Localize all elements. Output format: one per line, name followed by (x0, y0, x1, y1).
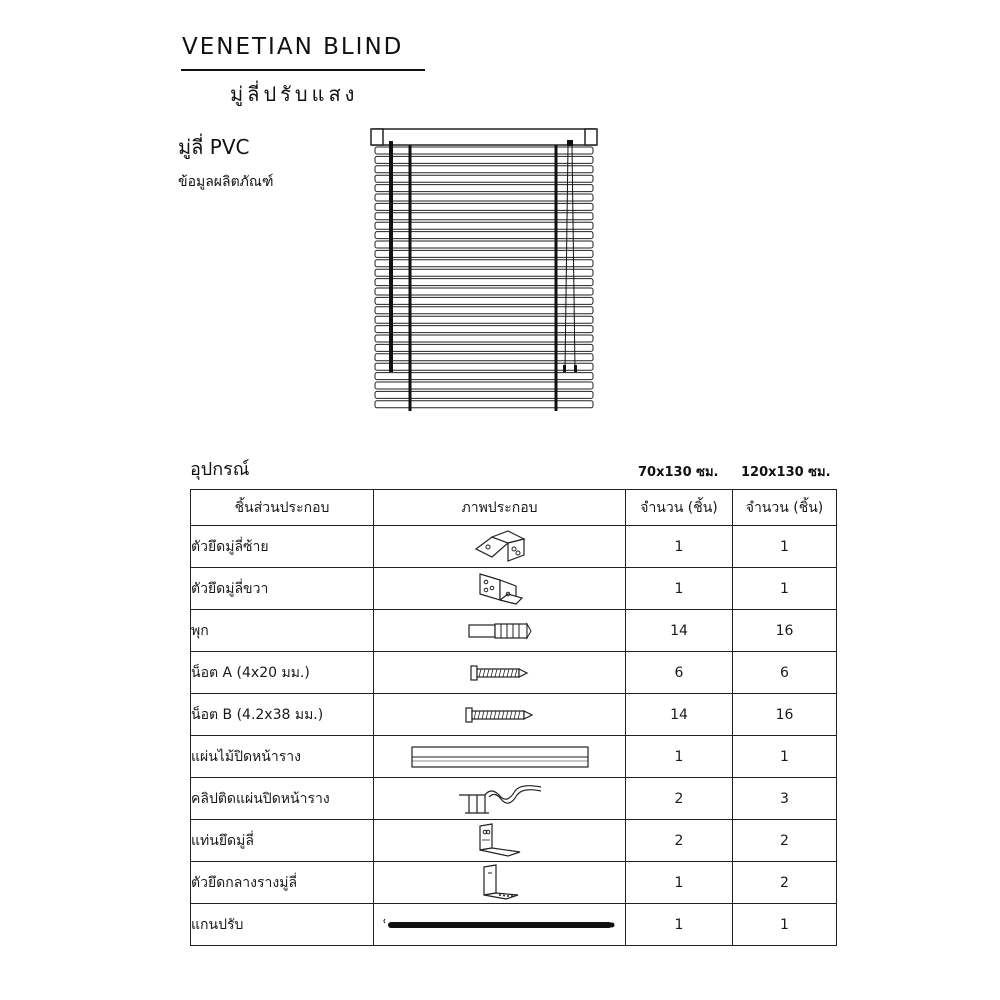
header-qty-b: จำนวน (ชิ้น) (733, 490, 837, 526)
part-name: แกนปรับ (191, 904, 374, 946)
left-bracket-icon (470, 529, 530, 565)
qty-a: 1 (626, 904, 733, 946)
qty-a: 1 (626, 736, 733, 778)
table-row (191, 652, 837, 694)
cord-tassel-2 (574, 365, 577, 372)
equipment-label: อุปกรณ์ (190, 459, 250, 480)
product-subtitle: ข้อมูลผลิตภัณฑ์ (178, 174, 274, 190)
header-part: ชิ้นส่วนประกอบ (191, 490, 374, 526)
blind-slat (375, 354, 593, 361)
tilt-wand-icon (382, 918, 618, 932)
blind-slat (375, 175, 593, 182)
part-name: คลิปติดแผ่นปิดหน้าราง (191, 778, 374, 820)
blind-slat (375, 335, 593, 342)
qty-a: 14 (626, 610, 733, 652)
table-row (191, 694, 837, 736)
product-name: มู่ลี่ PVC (178, 135, 250, 159)
qty-b: 1 (733, 736, 837, 778)
blind-slat (375, 307, 593, 314)
blind-slat (375, 326, 593, 333)
title-thai: มู่ลี่ปรับแสง (230, 82, 359, 106)
size-label-b: 120x130 ซม. (741, 465, 831, 480)
blind-slat (375, 185, 593, 192)
qty-b: 2 (733, 862, 837, 904)
blind-slats (375, 147, 593, 408)
blind-slat (375, 166, 593, 173)
table-row (191, 736, 837, 778)
blind-slat (375, 147, 593, 154)
qty-b: 1 (733, 568, 837, 610)
title-english: VENETIAN BLIND (182, 34, 404, 60)
valance-board-icon (410, 743, 590, 771)
table-row (191, 610, 837, 652)
qty-a: 1 (626, 526, 733, 568)
header-picture: ภาพประกอบ (374, 490, 626, 526)
part-name: แท่นยึดมู่ลี่ (191, 820, 374, 862)
venetian-blind-illustration (369, 127, 601, 417)
qty-a: 6 (626, 652, 733, 694)
blind-slat (375, 279, 593, 286)
qty-a: 1 (626, 568, 733, 610)
title-underline (181, 69, 425, 71)
qty-a: 1 (626, 862, 733, 904)
part-name: พุก (191, 610, 374, 652)
part-name: ตัวยึดมู่ลี่ขวา (191, 568, 374, 610)
blind-slat (375, 297, 593, 304)
parts-table (190, 489, 837, 946)
blind-slat (375, 241, 593, 248)
blind-slat (375, 344, 593, 351)
qty-b: 2 (733, 820, 837, 862)
blind-slat (375, 232, 593, 239)
blind-slat (375, 363, 593, 370)
qty-b: 16 (733, 610, 837, 652)
table-row (191, 526, 837, 568)
table-row (191, 904, 837, 946)
qty-a: 2 (626, 778, 733, 820)
part-name: น็อต B (4.2x38 มม.) (191, 694, 374, 736)
table-row (191, 862, 837, 904)
screw-b-icon (464, 706, 536, 724)
right-bracket-icon (470, 570, 530, 608)
cord-tassel-1 (563, 365, 566, 372)
header-qty-a: จำนวน (ชิ้น) (626, 490, 733, 526)
qty-a: 14 (626, 694, 733, 736)
blind-slat (375, 382, 593, 389)
table-header-row (191, 490, 837, 526)
part-name: แผ่นไม้ปิดหน้าราง (191, 736, 374, 778)
blind-slat (375, 260, 593, 267)
headrail-endcap-left (371, 129, 383, 145)
qty-b: 1 (733, 904, 837, 946)
size-label-a: 70x130 ซม. (638, 465, 719, 480)
mounting-bracket-icon (474, 822, 526, 860)
blind-slat (375, 156, 593, 163)
cord-lock (567, 140, 573, 146)
table-row (191, 568, 837, 610)
part-name: ตัวยึดกลางรางมู่ลี่ (191, 862, 374, 904)
table-row (191, 778, 837, 820)
blind-slat (375, 401, 593, 408)
qty-a: 2 (626, 820, 733, 862)
blind-slat (375, 373, 593, 380)
qty-b: 6 (733, 652, 837, 694)
qty-b: 16 (733, 694, 837, 736)
qty-b: 3 (733, 778, 837, 820)
headrail-endcap-right (585, 129, 597, 145)
blind-slat (375, 269, 593, 276)
qty-b: 1 (733, 526, 837, 568)
blind-slat (375, 316, 593, 323)
wall-plug-icon (467, 621, 533, 641)
blind-slat (375, 250, 593, 257)
blind-slat (375, 203, 593, 210)
table-row (191, 820, 837, 862)
blind-slat (375, 222, 593, 229)
part-name: น็อต A (4x20 มม.) (191, 652, 374, 694)
tilt-wand (389, 141, 393, 147)
valance-clip-icon (455, 781, 545, 817)
blind-slat (375, 194, 593, 201)
screw-a-icon (469, 664, 531, 682)
center-support-icon (476, 863, 524, 903)
blind-slat (375, 288, 593, 295)
headrail (373, 129, 595, 145)
part-name: ตัวยึดมู่ลี่ซ้าย (191, 526, 374, 568)
blind-slat (375, 213, 593, 220)
blind-slat (375, 391, 593, 398)
